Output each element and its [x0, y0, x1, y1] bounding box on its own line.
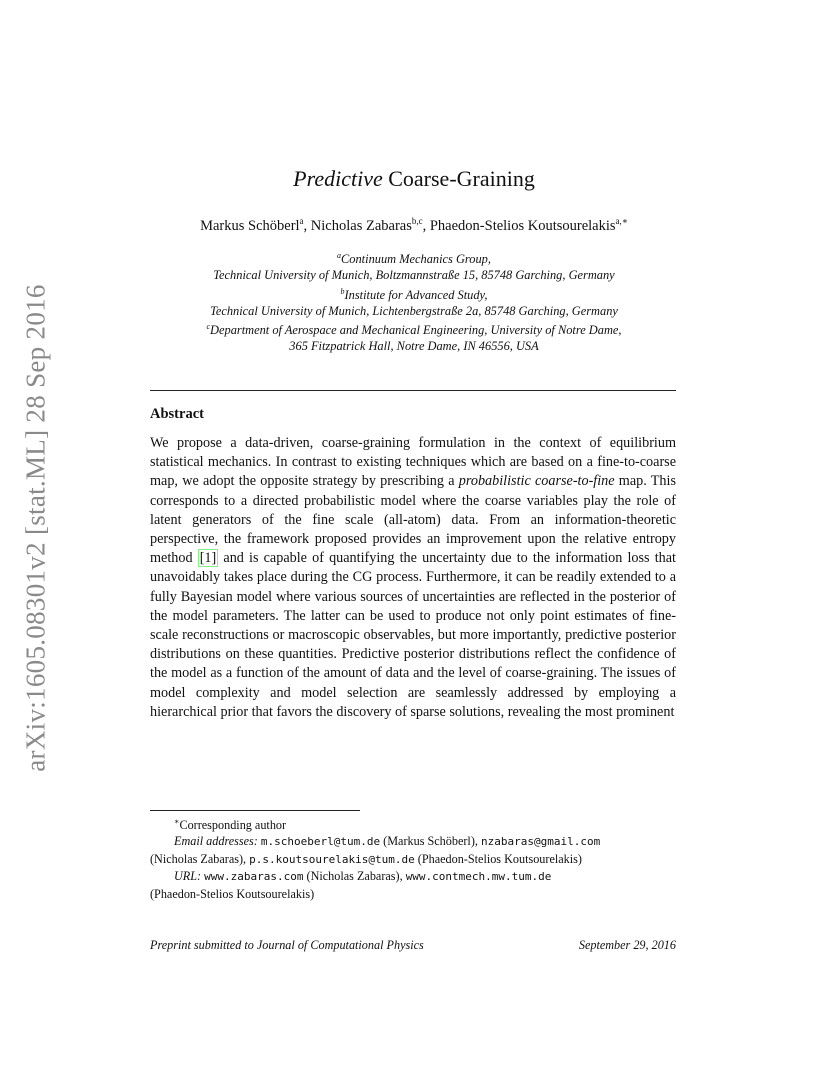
abstract-body: [150, 434, 676, 722]
author-name: Phaedon-Stelios Koutsourelakis: [429, 217, 616, 234]
url-footnote-cont: (Phaedon-Stelios Koutsourelakis): [150, 886, 315, 901]
abstract-heading: Abstract: [150, 406, 204, 422]
affiliation-line: [0, 248, 828, 267]
preprint-note: Preprint submitted to Journal of Computational Physics: [150, 938, 424, 952]
abstract-text: We propose a data-driven, coarse-graining formulation in the context of equilibrium statistical mechanics. In contrast to existing techniques which are based on a fine-to-coarse map, we adopt the opposite strategy by prescribing a: [150, 435, 676, 490]
preprint-date: September 29, 2016: [578, 938, 676, 952]
abstract-italic: probabilistic coarse-to-fine: [458, 473, 615, 490]
author-name: Nicholas Zabaras: [310, 217, 412, 234]
affiliation-line: Technical University of Munich, Boltzmannstraße 15, 85748 Garching, Germany: [213, 268, 615, 283]
affil-mark: a: [337, 251, 342, 260]
affil-text: Continuum Mechanics Group,: [341, 252, 491, 267]
url-footnote: [150, 868, 676, 885]
affiliations: [0, 248, 828, 355]
arxiv-identifier-stamp[interactable]: arXiv:1605.08301v2 [stat.ML] 28 Sep 2016: [20, 284, 51, 772]
affiliation-line: 365 Fitzpatrick Hall, Notre Dame, IN 46556, USA: [289, 339, 539, 354]
author-affil-mark: a: [299, 216, 304, 226]
email-label: Email addresses:: [174, 834, 258, 849]
footnote-rule: [150, 810, 360, 811]
title-italic-part: Predictive: [293, 166, 383, 191]
author-affil-mark: a,∗: [615, 216, 628, 226]
affiliation-line: [0, 319, 828, 338]
author-affil-mark: b,c: [411, 216, 423, 226]
email-owner: (Nicholas Zabaras),: [150, 851, 250, 866]
affil-text: Department of Aerospace and Mechanical Engineering, University of Notre Dame,: [210, 323, 622, 338]
corresponding-footnote: [150, 814, 676, 833]
title-rest: Coarse-Graining: [382, 166, 535, 191]
abstract-text: map. This corresponds to a directed probabilistic model where the coarse variables play the role of latent generators of the fine scale (all-atom) data. From an information-theoretic perspective, the framework proposed provides an improvement upon the relative entropy method: [150, 473, 676, 567]
url-link[interactable]: www.zabaras.com: [204, 870, 304, 884]
email-link[interactable]: nzabaras@gmail.com: [480, 835, 601, 849]
author-name: Markus Schöberl: [200, 217, 300, 234]
footnotes: [150, 814, 676, 902]
url-label: URL:: [174, 869, 202, 884]
email-footnote: [150, 833, 676, 850]
email-owner: (Phaedon-Stelios Koutsourelakis): [414, 851, 582, 866]
abstract-text: and is capable of quantifying the uncertainty due to the information loss that unavoidably takes place during the CG process. Furthermore, it can be readily extended to a fully Bayesian model where various sources of uncertainties are reflected in the posterior of the model parameters. The latter can be used to produce not only point estimates of fine-scale reconstructions or macroscopic observables, but more importantly, predictive posterior distributions on these quantities. Predictive posterior distributions reflect the confidence of the model as a function of the amount of data and the level of coarse-graining. The issues of model complexity and model selection are seamlessly addressed by employing a hierarchical prior that favors the discovery of sparse solutions, revealing the most prominent: [150, 550, 676, 720]
url-link[interactable]: www.contmech.mw.tum.de: [405, 870, 552, 884]
affil-mark: b: [340, 286, 345, 296]
affiliation-line: [0, 284, 828, 303]
corresponding-text: Corresponding author: [179, 818, 287, 833]
author-list: Markus Schöberl$^a$, Nicholas Zabaras$^{b,c}$, Phaedon-Stelios Koutsourelakis$^{a,∗}$: [200, 216, 628, 234]
affiliation-line: Technical University of Munich, Lichtenbergstraße 2a, 85748 Garching, Germany: [210, 303, 618, 318]
email-footnote-cont: [150, 851, 676, 868]
email-link[interactable]: m.schoeberl@tum.de: [260, 835, 381, 849]
email-owner: (Markus Schöberl),: [380, 834, 481, 849]
asterisk-mark: ∗: [174, 817, 180, 826]
abstract-top-rule: [150, 390, 676, 391]
paper-title: [0, 166, 828, 192]
affil-mark: c: [206, 322, 211, 332]
citation-link[interactable]: [1]: [199, 550, 217, 567]
affil-text: Institute for Advanced Study,: [344, 287, 488, 302]
url-owner: (Nicholas Zabaras),: [303, 869, 406, 884]
email-link[interactable]: p.s.koutsourelakis@tum.de: [249, 852, 415, 866]
